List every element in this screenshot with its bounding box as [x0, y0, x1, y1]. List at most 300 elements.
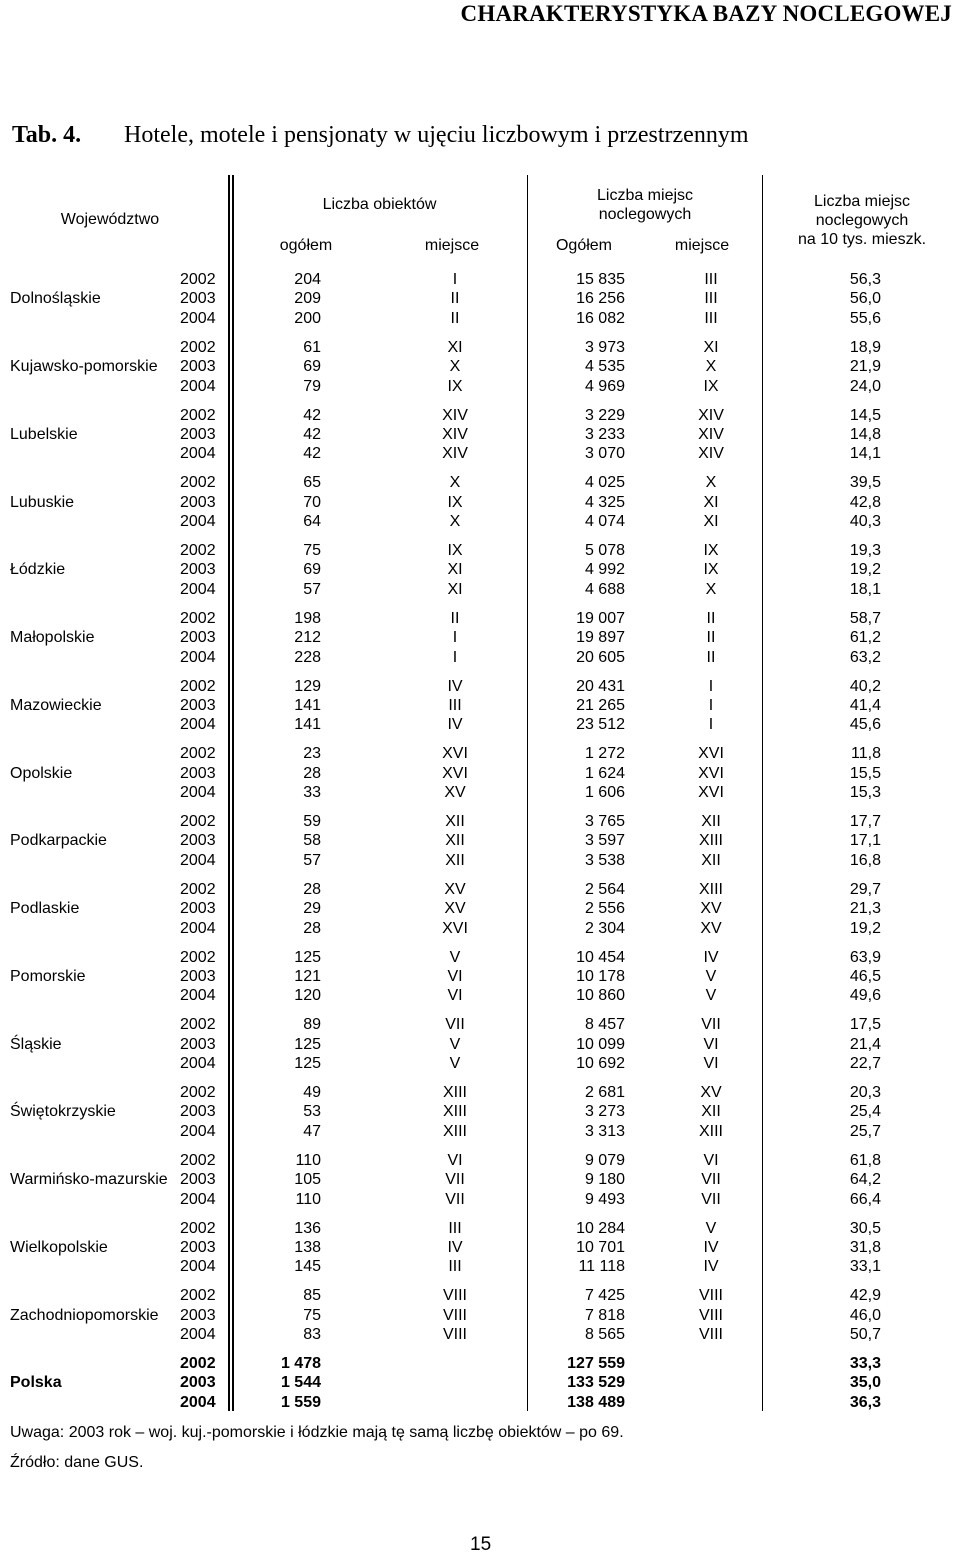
running-header: CHARAKTERYSTYKA BAZY NOCLEGOWEJ: [460, 1, 952, 26]
obiekty-cell: 120: [294, 987, 321, 1005]
miejsca-rank-cell: V: [705, 1219, 717, 1237]
table-row: [0, 1238, 960, 1257]
table-row: [0, 899, 960, 918]
table-row: [0, 648, 960, 667]
obiekty-cell: 228: [294, 648, 321, 666]
na10-cell: 21,3: [849, 900, 881, 918]
miejsca-rank-cell: XIV: [698, 445, 724, 463]
miejsca-cell: 4 025: [584, 474, 625, 492]
na10-cell: 14,1: [849, 445, 881, 463]
obiekty-rank-cell: XV: [444, 784, 466, 802]
na10-cell: 21,9: [849, 358, 881, 376]
year-cell: 2004: [180, 513, 216, 531]
obiekty-cell: 138: [294, 1238, 321, 1256]
na10-cell: 33,1: [849, 1258, 881, 1276]
table-row: [0, 628, 960, 647]
header-wojewodztwo: Województwo: [60, 211, 160, 228]
miejsca-cell: 3 273: [584, 1103, 625, 1121]
miejsca-rank-cell: XVI: [698, 784, 724, 802]
table-row: [0, 1054, 960, 1073]
na10-cell: 25,4: [849, 1103, 881, 1121]
miejsca-rank-cell: X: [705, 474, 717, 492]
year-cell: 2004: [180, 1326, 216, 1344]
obiekty-cell: 1 544: [280, 1374, 321, 1392]
miejsca-cell: 2 564: [584, 880, 625, 898]
obiekty-cell: 65: [303, 474, 321, 492]
na10-cell: 42,8: [849, 493, 881, 511]
year-cell: 2004: [180, 784, 216, 802]
miejsca-rank-cell: V: [705, 987, 717, 1005]
region-name: Lubuskie: [10, 493, 75, 511]
obiekty-cell: 121: [294, 967, 321, 985]
obiekty-cell: 125: [294, 1055, 321, 1073]
obiekty-cell: 141: [294, 716, 321, 734]
miejsca-rank-cell: I: [708, 677, 714, 695]
miejsca-rank-cell: VII: [701, 1016, 721, 1034]
year-cell: 2003: [180, 1374, 216, 1392]
miejsca-cell: 10 454: [576, 948, 625, 966]
table-row: [0, 1219, 960, 1238]
header-na10-line1: Liczba miejsc: [813, 193, 911, 210]
miejsca-cell: 3 229: [584, 406, 625, 424]
year-cell: 2004: [180, 716, 216, 734]
miejsca-cell: 10 178: [576, 967, 625, 985]
miejsca-cell: 10 692: [576, 1055, 625, 1073]
obiekty-rank-cell: IX: [447, 377, 463, 395]
year-cell: 2003: [180, 1103, 216, 1121]
miejsca-cell: 19 007: [576, 609, 625, 627]
na10-cell: 36,3: [849, 1393, 881, 1411]
obiekty-cell: 28: [303, 764, 321, 782]
na10-cell: 33,3: [849, 1355, 881, 1372]
miejsca-cell: 7 425: [584, 1287, 625, 1305]
obiekty-cell: 110: [295, 1151, 321, 1169]
obiekty-rank-cell: XII: [445, 813, 465, 830]
miejsca-rank-cell: XVI: [698, 764, 724, 782]
na10-cell: 15,3: [849, 784, 881, 802]
obiekty-cell: 198: [294, 609, 321, 627]
table-row: [0, 289, 960, 308]
year-cell: 2002: [180, 677, 216, 695]
na10-cell: 17,1: [849, 832, 881, 850]
year-cell: 2003: [180, 900, 216, 918]
miejsca-rank-cell: IV: [703, 1258, 719, 1276]
obiekty-rank-cell: XII: [445, 832, 465, 850]
miejsca-cell: 127 559: [567, 1355, 625, 1372]
miejsca-rank-cell: VII: [701, 1171, 721, 1189]
obiekty-cell: 200: [294, 309, 321, 327]
table-row: [0, 357, 960, 376]
miejsca-cell: 11 118: [578, 1258, 625, 1276]
table-row: [0, 425, 960, 444]
table-row: [0, 493, 960, 512]
year-cell: 2002: [180, 1219, 216, 1237]
table-row: [0, 1102, 960, 1121]
obiekty-rank-cell: IV: [447, 677, 463, 695]
header-liczba-obiektow: Liczba obiektów: [322, 196, 437, 213]
year-cell: 2003: [180, 290, 216, 308]
region-name: Kujawsko-pomorskie: [10, 358, 158, 376]
year-cell: 2002: [180, 474, 216, 492]
table-row: [0, 764, 960, 783]
na10-cell: 21,4: [849, 1035, 881, 1053]
miejsca-cell: 20 605: [576, 648, 625, 666]
region-name: Dolnośląskie: [10, 290, 101, 308]
miejsca-cell: 8 457: [584, 1016, 625, 1034]
table-row: [0, 1035, 960, 1054]
region-name: Podlaskie: [10, 900, 80, 918]
miejsca-cell: 3 313: [584, 1122, 625, 1140]
na10-cell: 20,3: [849, 1084, 881, 1101]
na10-cell: 14,8: [849, 425, 881, 443]
obiekty-rank-cell: VI: [447, 967, 463, 985]
miejsca-rank-cell: VI: [703, 1151, 719, 1169]
obiekty-rank-cell: VIII: [442, 1306, 467, 1324]
na10-cell: 31,8: [849, 1238, 881, 1256]
table-row: [0, 270, 960, 289]
year-cell: 2004: [180, 1393, 216, 1411]
table-row: [0, 541, 960, 560]
obiekty-cell: 64: [303, 513, 321, 531]
obiekty-rank-cell: VII: [445, 1016, 465, 1034]
region-name: Polska: [10, 1374, 62, 1392]
miejsca-rank-cell: I: [708, 696, 714, 714]
year-cell: 2004: [180, 851, 216, 869]
na10-cell: 40,3: [849, 513, 881, 531]
obiekty-cell: 58: [303, 832, 321, 850]
obiekty-cell: 110: [295, 1190, 321, 1208]
obiekty-cell: 1 559: [280, 1393, 321, 1411]
obiekty-rank-cell: XIII: [442, 1122, 467, 1140]
na10-cell: 18,1: [849, 580, 881, 598]
miejsca-cell: 10 701: [576, 1238, 625, 1256]
na10-cell: 55,6: [849, 309, 881, 327]
na10-cell: 29,7: [849, 880, 881, 898]
table-row: [0, 1306, 960, 1325]
miejsca-cell: 2 681: [584, 1084, 625, 1101]
miejsca-rank-cell: XV: [700, 900, 722, 918]
year-cell: 2004: [180, 445, 216, 463]
obiekty-cell: 83: [303, 1326, 321, 1344]
obiekty-cell: 125: [294, 948, 321, 966]
table-row: [0, 1083, 960, 1102]
na10-cell: 19,2: [849, 561, 881, 579]
obiekty-cell: 1 478: [280, 1355, 321, 1372]
miejsca-cell: 21 265: [576, 696, 625, 714]
table-row: [0, 609, 960, 628]
table-row: [0, 715, 960, 734]
obiekty-rank-cell: VII: [445, 1190, 465, 1208]
year-cell: 2004: [180, 1055, 216, 1073]
obiekty-rank-cell: IX: [447, 542, 463, 559]
year-cell: 2002: [180, 948, 216, 966]
miejsca-cell: 4 325: [584, 493, 625, 511]
obiekty-cell: 69: [303, 561, 321, 579]
na10-cell: 50,7: [849, 1326, 881, 1344]
miejsca-rank-cell: XI: [703, 513, 719, 531]
table-row: [0, 696, 960, 715]
obiekty-rank-cell: XI: [447, 338, 463, 356]
table-row: [0, 851, 960, 870]
obiekty-cell: 129: [294, 677, 321, 695]
header-na10-line3: na 10 tys. mieszk.: [797, 231, 927, 248]
miejsca-rank-cell: III: [704, 271, 718, 288]
miejsca-cell: 3 765: [584, 813, 625, 830]
obiekty-cell: 57: [303, 851, 321, 869]
table-row: [0, 1151, 960, 1170]
obiekty-cell: 79: [303, 377, 321, 395]
miejsca-rank-cell: II: [706, 648, 716, 666]
table-row: [0, 677, 960, 696]
year-cell: 2003: [180, 764, 216, 782]
na10-cell: 56,3: [849, 271, 881, 288]
region-name: Pomorskie: [10, 967, 86, 985]
year-cell: 2003: [180, 1035, 216, 1053]
miejsca-cell: 133 529: [567, 1374, 625, 1392]
miejsca-rank-cell: IX: [703, 542, 719, 559]
obiekty-cell: 75: [303, 1306, 321, 1324]
year-cell: 2003: [180, 1171, 216, 1189]
year-cell: 2002: [180, 1355, 216, 1372]
year-cell: 2002: [180, 609, 216, 627]
table-row: [0, 1170, 960, 1189]
miejsca-cell: 20 431: [576, 677, 625, 695]
obiekty-rank-cell: IX: [447, 493, 463, 511]
miejsca-rank-cell: XIII: [698, 1122, 723, 1140]
year-cell: 2004: [180, 309, 216, 327]
obiekty-cell: 125: [294, 1035, 321, 1053]
year-cell: 2003: [180, 832, 216, 850]
miejsca-cell: 7 818: [584, 1306, 625, 1324]
miejsca-cell: 138 489: [567, 1393, 625, 1411]
miejsca-rank-cell: V: [705, 967, 717, 985]
table-row: [0, 1373, 960, 1392]
header-na10-line2: noclegowych: [815, 212, 909, 229]
miejsca-rank-cell: VI: [703, 1035, 719, 1053]
obiekty-rank-cell: X: [449, 358, 461, 376]
year-cell: 2002: [180, 1016, 216, 1034]
table-row: [0, 1190, 960, 1209]
table-row: [0, 560, 960, 579]
na10-cell: 19,2: [849, 919, 881, 937]
obiekty-cell: 42: [303, 406, 321, 424]
year-cell: 2002: [180, 1084, 216, 1101]
year-cell: 2002: [180, 1287, 216, 1305]
miejsca-cell: 1 624: [584, 764, 625, 782]
obiekty-rank-cell: XVI: [442, 745, 468, 763]
na10-cell: 66,4: [849, 1190, 881, 1208]
table-note: Uwaga: 2003 rok – woj. kuj.-pomorskie i łódzkie mają tę samą liczbę obiektów – po 69.: [10, 1424, 624, 1441]
obiekty-rank-cell: I: [452, 271, 458, 288]
obiekty-cell: 105: [294, 1171, 321, 1189]
miejsca-cell: 4 535: [584, 358, 625, 376]
year-cell: 2002: [180, 1151, 216, 1169]
obiekty-rank-cell: XV: [444, 900, 466, 918]
region-name: Opolskie: [10, 764, 73, 782]
obiekty-rank-cell: X: [449, 513, 461, 531]
page-number: 15: [470, 1534, 492, 1555]
na10-cell: 16,8: [849, 851, 881, 869]
na10-cell: 61,8: [849, 1151, 881, 1169]
obiekty-rank-cell: XVI: [442, 764, 468, 782]
header-liczba-miejsc-line1: Liczba miejsc: [596, 187, 694, 204]
miejsca-cell: 15 835: [576, 271, 625, 288]
na10-cell: 49,6: [849, 987, 881, 1005]
na10-cell: 11,8: [851, 745, 881, 763]
table-title: [12, 122, 748, 149]
miejsca-cell: 16 082: [576, 309, 625, 327]
miejsca-rank-cell: XII: [701, 813, 721, 830]
obiekty-cell: 59: [303, 813, 321, 830]
na10-cell: 61,2: [849, 629, 881, 647]
obiekty-rank-cell: VI: [447, 987, 463, 1005]
miejsca-cell: 4 969: [584, 377, 625, 395]
miejsca-cell: 9 079: [584, 1151, 625, 1169]
table-row: [0, 406, 960, 425]
miejsca-cell: 1 606: [584, 784, 625, 802]
obiekty-rank-cell: V: [449, 1035, 461, 1053]
obiekty-cell: 141: [294, 696, 321, 714]
miejsca-cell: 4 688: [584, 580, 625, 598]
miejsca-rank-cell: XIV: [698, 406, 724, 424]
na10-cell: 46,5: [849, 967, 881, 985]
obiekty-rank-cell: VII: [445, 1171, 465, 1189]
year-cell: 2004: [180, 648, 216, 666]
miejsca-cell: 3 597: [584, 832, 625, 850]
miejsca-rank-cell: XV: [700, 919, 722, 937]
obiekty-rank-cell: V: [449, 1055, 461, 1073]
obiekty-rank-cell: XV: [444, 880, 466, 898]
table-row: [0, 580, 960, 599]
year-cell: 2004: [180, 1190, 216, 1208]
table-row: [0, 1393, 960, 1412]
table-row: [0, 948, 960, 967]
obiekty-rank-cell: VIII: [442, 1326, 467, 1344]
obiekty-rank-cell: I: [452, 629, 458, 647]
header-miejsca-ogolem: Ogółem: [555, 237, 613, 254]
na10-cell: 45,6: [849, 716, 881, 734]
table-row: [0, 512, 960, 531]
table-row: [0, 986, 960, 1005]
obiekty-cell: 70: [303, 493, 321, 511]
obiekty-rank-cell: XIV: [442, 406, 468, 424]
miejsca-cell: 10 860: [576, 987, 625, 1005]
miejsca-cell: 23 512: [576, 716, 625, 734]
miejsca-rank-cell: XVI: [698, 745, 724, 763]
table-row: [0, 880, 960, 899]
region-name: Lubelskie: [10, 425, 78, 443]
miejsca-rank-cell: X: [705, 580, 717, 598]
miejsca-rank-cell: II: [706, 609, 716, 627]
region-name: Mazowieckie: [10, 696, 102, 714]
obiekty-cell: 42: [303, 445, 321, 463]
year-cell: 2004: [180, 919, 216, 937]
year-cell: 2003: [180, 1306, 216, 1324]
na10-cell: 15,5: [849, 764, 881, 782]
table-row: [0, 783, 960, 802]
miejsca-cell: 19 897: [576, 629, 625, 647]
obiekty-cell: 33: [303, 784, 321, 802]
miejsca-rank-cell: IV: [703, 1238, 719, 1256]
obiekty-rank-cell: II: [450, 609, 460, 627]
obiekty-rank-cell: XI: [447, 580, 463, 598]
na10-cell: 17,5: [849, 1016, 881, 1034]
na10-cell: 63,2: [849, 648, 881, 666]
na10-cell: 30,5: [849, 1219, 881, 1237]
miejsca-rank-cell: XIII: [698, 832, 723, 850]
miejsca-rank-cell: I: [708, 716, 714, 734]
obiekty-cell: 29: [303, 900, 321, 918]
miejsca-cell: 4 992: [584, 561, 625, 579]
miejsca-rank-cell: VIII: [698, 1306, 723, 1324]
obiekty-rank-cell: III: [448, 1258, 462, 1276]
obiekty-rank-cell: IV: [447, 1238, 463, 1256]
region-name: Podkarpackie: [10, 832, 107, 850]
year-cell: 2004: [180, 1122, 216, 1140]
na10-cell: 19,3: [849, 542, 881, 559]
obiekty-rank-cell: XIII: [442, 1084, 467, 1101]
obiekty-rank-cell: III: [448, 1219, 462, 1237]
header-liczba-miejsc-line2: noclegowych: [598, 206, 692, 223]
miejsca-cell: 10 284: [576, 1219, 625, 1237]
obiekty-rank-cell: IV: [447, 716, 463, 734]
miejsca-cell: 3 538: [584, 851, 625, 869]
miejsca-cell: 3 070: [584, 445, 625, 463]
year-cell: 2002: [180, 880, 216, 898]
na10-cell: 42,9: [849, 1287, 881, 1305]
region-name: Łódzkie: [10, 561, 66, 579]
na10-cell: 18,9: [849, 338, 881, 356]
obiekty-rank-cell: XVI: [442, 919, 468, 937]
obiekty-rank-cell: XIII: [442, 1103, 467, 1121]
obiekty-rank-cell: XII: [445, 851, 465, 869]
obiekty-rank-cell: X: [449, 474, 461, 492]
obiekty-cell: 136: [294, 1219, 321, 1237]
year-cell: 2003: [180, 1238, 216, 1256]
table-row: [0, 812, 960, 831]
year-cell: 2003: [180, 493, 216, 511]
miejsca-cell: 3 233: [584, 425, 625, 443]
obiekty-cell: 145: [294, 1258, 321, 1276]
year-cell: 2003: [180, 967, 216, 985]
obiekty-rank-cell: VI: [447, 1151, 463, 1169]
region-name: Warmińsko-mazurskie: [10, 1171, 168, 1189]
region-name: Świętokrzyskie: [10, 1103, 116, 1121]
obiekty-rank-cell: XI: [447, 561, 463, 579]
miejsca-rank-cell: XII: [701, 1103, 721, 1121]
table-row: [0, 1257, 960, 1276]
year-cell: 2002: [180, 542, 216, 559]
na10-cell: 58,7: [849, 609, 881, 627]
year-cell: 2004: [180, 580, 216, 598]
year-cell: 2003: [180, 561, 216, 579]
miejsca-cell: 10 099: [576, 1035, 625, 1053]
table-row: [0, 967, 960, 986]
obiekty-cell: 69: [303, 358, 321, 376]
miejsca-cell: 2 556: [584, 900, 625, 918]
region-name: Zachodniopomorskie: [10, 1306, 159, 1324]
header-obiekty-ogolem: ogółem: [279, 237, 333, 254]
miejsca-cell: 4 074: [584, 513, 625, 531]
obiekty-cell: 89: [303, 1016, 321, 1034]
region-name: Wielkopolskie: [10, 1238, 108, 1256]
miejsca-rank-cell: VII: [701, 1190, 721, 1208]
obiekty-cell: 61: [303, 338, 321, 356]
table-row: [0, 1286, 960, 1305]
miejsca-rank-cell: XIV: [698, 425, 724, 443]
na10-cell: 64,2: [849, 1171, 881, 1189]
obiekty-cell: 85: [303, 1287, 321, 1305]
